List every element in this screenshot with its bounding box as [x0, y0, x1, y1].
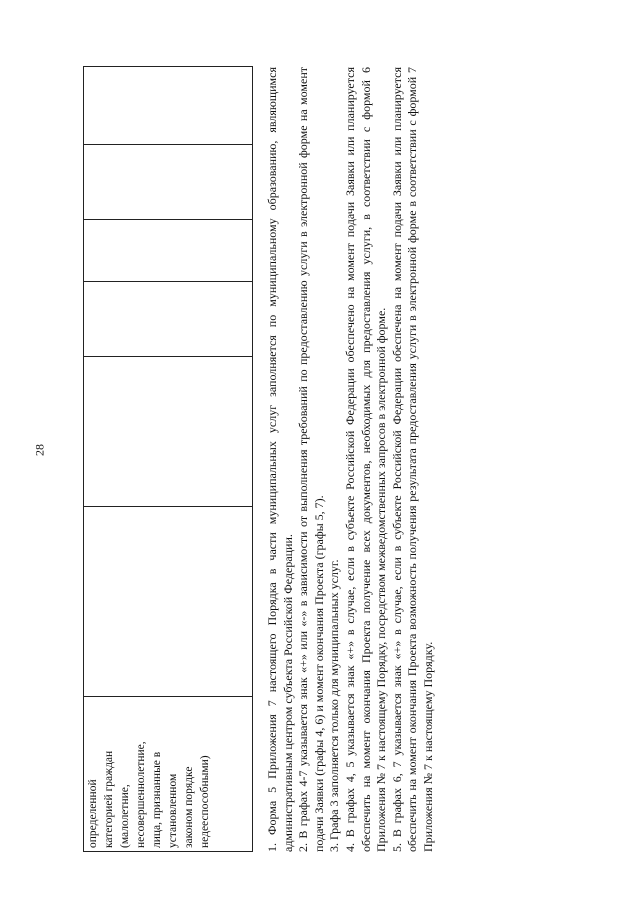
category-line: установленном [167, 773, 179, 848]
table-cell [84, 282, 253, 357]
category-line: несовершеннолетние, [135, 741, 147, 848]
note-1: 1. Форма 5 Приложения 7 настоящего Порядка в части муниципальных услуг заполняется по муниципальному образованию, являющимся административным центром субъекта Российской Федерации. [265, 67, 295, 852]
table-cell [84, 145, 253, 220]
table-cell [84, 67, 253, 145]
note-4: 4. В графах 4, 5 указывается знак «+» в случае, если в субъекте Российской Федерации обеспечено на момент подачи Заявки или планируется обеспечить на момент окончания Проекта получение всех документов, необходимых для предоставления услуги, в соответствии с формой 6 Приложения № 7 к настоящему Порядку, посредством межведомственных запросов в электронной форме. [342, 67, 389, 852]
notes-section [265, 67, 437, 852]
note-2: 2. В графах 4-7 указывается знак «+» или «-» в зависимости от выполнения требований по предоставлению услуги в электронной форме на момент подачи Заявки (графы 4, 6) и момент окончания Проекта (графы 5, 7). [296, 67, 326, 852]
note-5: 5. В графах 6, 7 указывается знак «+» в случае, если в субъекте Российской Федерации обеспечена на момент подачи Заявки или планируется обеспечить на момент окончания Проекта возможность получения результата предоставления услуги в электронной форме в соответствии с формой 7 Приложения № 7 к настоящему Порядку. [389, 67, 435, 852]
services-table [83, 66, 253, 852]
table-cell [84, 507, 253, 697]
note-3: 3. Графа 3 заполняется только для муниципальных услуг. [327, 559, 342, 852]
rotated-page-content [83, 67, 508, 852]
category-line: лица, признанные в [151, 751, 163, 848]
table-row [84, 67, 253, 852]
category-line: категорией граждан [103, 750, 115, 848]
page-number: 28 [32, 444, 47, 456]
table-cell [84, 220, 253, 282]
category-line: (малолетние, [119, 784, 131, 848]
category-line: законом порядке [183, 766, 195, 848]
category-line: недееспособными) [199, 755, 211, 848]
category-line: определенной [87, 779, 99, 848]
table-cell [84, 357, 253, 507]
category-cell [84, 697, 253, 852]
